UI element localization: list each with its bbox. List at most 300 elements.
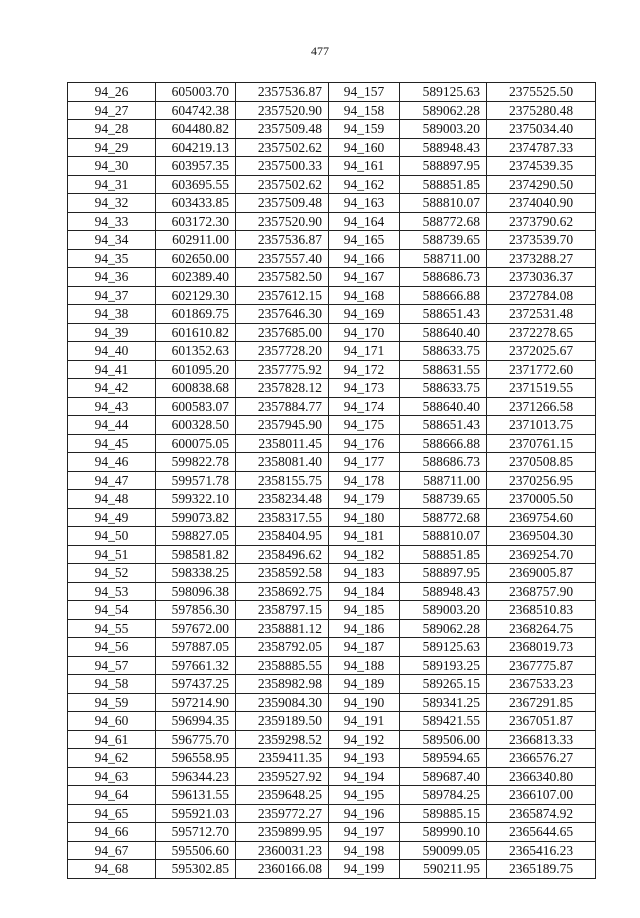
x-coord-left: 599822.78 — [156, 453, 236, 472]
point-id-right: 94_159 — [329, 120, 400, 139]
x-coord-left: 598581.82 — [156, 545, 236, 564]
y-coord-right: 2374539.35 — [487, 157, 596, 176]
point-id-right: 94_158 — [329, 101, 400, 120]
y-coord-left: 2357502.62 — [236, 138, 329, 157]
y-coord-left: 2357509.48 — [236, 120, 329, 139]
point-id-left: 94_61 — [68, 730, 156, 749]
y-coord-left: 2359084.30 — [236, 693, 329, 712]
y-coord-left: 2359899.95 — [236, 823, 329, 842]
point-id-left: 94_58 — [68, 675, 156, 694]
x-coord-left: 595506.60 — [156, 841, 236, 860]
x-coord-right: 589341.25 — [400, 693, 487, 712]
x-coord-left: 597672.00 — [156, 619, 236, 638]
table-row — [68, 434, 596, 453]
y-coord-left: 2360166.08 — [236, 860, 329, 879]
point-id-left: 94_60 — [68, 712, 156, 731]
point-id-left: 94_63 — [68, 767, 156, 786]
point-id-right: 94_177 — [329, 453, 400, 472]
y-coord-left: 2358885.55 — [236, 656, 329, 675]
y-coord-right: 2374787.33 — [487, 138, 596, 157]
table-row — [68, 268, 596, 287]
point-id-right: 94_193 — [329, 749, 400, 768]
x-coord-right: 588640.40 — [400, 323, 487, 342]
y-coord-right: 2371519.55 — [487, 379, 596, 398]
y-coord-left: 2357728.20 — [236, 342, 329, 361]
table-row — [68, 527, 596, 546]
x-coord-right: 589421.55 — [400, 712, 487, 731]
table-row — [68, 249, 596, 268]
x-coord-left: 596131.55 — [156, 786, 236, 805]
y-coord-left: 2357884.77 — [236, 397, 329, 416]
x-coord-left: 603172.30 — [156, 212, 236, 231]
y-coord-left: 2357500.33 — [236, 157, 329, 176]
x-coord-left: 603695.55 — [156, 175, 236, 194]
x-coord-left: 597214.90 — [156, 693, 236, 712]
point-id-right: 94_190 — [329, 693, 400, 712]
x-coord-right: 589062.28 — [400, 619, 487, 638]
point-id-right: 94_178 — [329, 471, 400, 490]
point-id-left: 94_34 — [68, 231, 156, 250]
x-coord-right: 589003.20 — [400, 601, 487, 620]
point-id-left: 94_44 — [68, 416, 156, 435]
y-coord-right: 2372278.65 — [487, 323, 596, 342]
table-row — [68, 786, 596, 805]
x-coord-right: 588810.07 — [400, 527, 487, 546]
x-coord-right: 588772.68 — [400, 212, 487, 231]
x-coord-right: 589506.00 — [400, 730, 487, 749]
point-id-left: 94_43 — [68, 397, 156, 416]
point-id-right: 94_170 — [329, 323, 400, 342]
table-row — [68, 545, 596, 564]
table-row — [68, 841, 596, 860]
x-coord-left: 599073.82 — [156, 508, 236, 527]
x-coord-right: 588711.00 — [400, 471, 487, 490]
y-coord-right: 2370761.15 — [487, 434, 596, 453]
x-coord-right: 588633.75 — [400, 342, 487, 361]
point-id-left: 94_38 — [68, 305, 156, 324]
y-coord-left: 2358881.12 — [236, 619, 329, 638]
x-coord-left: 599571.78 — [156, 471, 236, 490]
x-coord-right: 588686.73 — [400, 268, 487, 287]
point-id-left: 94_65 — [68, 804, 156, 823]
y-coord-left: 2357536.87 — [236, 83, 329, 102]
x-coord-right: 589784.25 — [400, 786, 487, 805]
x-coord-left: 601095.20 — [156, 360, 236, 379]
point-id-left: 94_42 — [68, 379, 156, 398]
x-coord-left: 598338.25 — [156, 564, 236, 583]
y-coord-right: 2371013.75 — [487, 416, 596, 435]
x-coord-left: 602650.00 — [156, 249, 236, 268]
point-id-right: 94_164 — [329, 212, 400, 231]
y-coord-right: 2370508.85 — [487, 453, 596, 472]
point-id-right: 94_157 — [329, 83, 400, 102]
x-coord-right: 588739.65 — [400, 490, 487, 509]
point-id-right: 94_182 — [329, 545, 400, 564]
x-coord-right: 588666.88 — [400, 434, 487, 453]
table-row — [68, 157, 596, 176]
x-coord-left: 597437.25 — [156, 675, 236, 694]
point-id-right: 94_161 — [329, 157, 400, 176]
point-id-right: 94_162 — [329, 175, 400, 194]
point-id-right: 94_176 — [329, 434, 400, 453]
y-coord-right: 2373539.70 — [487, 231, 596, 250]
x-coord-left: 602389.40 — [156, 268, 236, 287]
x-coord-right: 588631.55 — [400, 360, 487, 379]
point-id-right: 94_192 — [329, 730, 400, 749]
y-coord-left: 2357612.15 — [236, 286, 329, 305]
point-id-right: 94_180 — [329, 508, 400, 527]
x-coord-right: 588948.43 — [400, 582, 487, 601]
y-coord-right: 2369254.70 — [487, 545, 596, 564]
y-coord-left: 2359648.25 — [236, 786, 329, 805]
point-id-right: 94_168 — [329, 286, 400, 305]
x-coord-left: 595712.70 — [156, 823, 236, 842]
y-coord-left: 2359189.50 — [236, 712, 329, 731]
point-id-left: 94_67 — [68, 841, 156, 860]
y-coord-left: 2358982.98 — [236, 675, 329, 694]
point-id-left: 94_49 — [68, 508, 156, 527]
point-id-right: 94_165 — [329, 231, 400, 250]
point-id-left: 94_28 — [68, 120, 156, 139]
point-id-right: 94_187 — [329, 638, 400, 657]
y-coord-left: 2357520.90 — [236, 101, 329, 120]
x-coord-left: 595921.03 — [156, 804, 236, 823]
x-coord-right: 589265.15 — [400, 675, 487, 694]
table-row — [68, 638, 596, 657]
y-coord-right: 2365644.65 — [487, 823, 596, 842]
y-coord-right: 2371266.58 — [487, 397, 596, 416]
table-row — [68, 804, 596, 823]
y-coord-left: 2357945.90 — [236, 416, 329, 435]
y-coord-right: 2375280.48 — [487, 101, 596, 120]
point-id-left: 94_37 — [68, 286, 156, 305]
table-row — [68, 490, 596, 509]
table-row — [68, 323, 596, 342]
y-coord-right: 2375525.50 — [487, 83, 596, 102]
x-coord-left: 602911.00 — [156, 231, 236, 250]
point-id-right: 94_163 — [329, 194, 400, 213]
y-coord-right: 2370256.95 — [487, 471, 596, 490]
point-id-right: 94_188 — [329, 656, 400, 675]
table-row — [68, 582, 596, 601]
table-row — [68, 379, 596, 398]
y-coord-right: 2374290.50 — [487, 175, 596, 194]
y-coord-right: 2367533.23 — [487, 675, 596, 694]
point-id-left: 94_50 — [68, 527, 156, 546]
x-coord-left: 604480.82 — [156, 120, 236, 139]
table-row — [68, 619, 596, 638]
y-coord-left: 2358496.62 — [236, 545, 329, 564]
x-coord-right: 588851.85 — [400, 175, 487, 194]
point-id-left: 94_41 — [68, 360, 156, 379]
x-coord-right: 589125.63 — [400, 638, 487, 657]
y-coord-right: 2373036.37 — [487, 268, 596, 287]
y-coord-right: 2367051.87 — [487, 712, 596, 731]
y-coord-left: 2357502.62 — [236, 175, 329, 194]
table-row — [68, 730, 596, 749]
point-id-left: 94_26 — [68, 83, 156, 102]
point-id-left: 94_59 — [68, 693, 156, 712]
point-id-left: 94_51 — [68, 545, 156, 564]
x-coord-right: 588897.95 — [400, 564, 487, 583]
point-id-left: 94_29 — [68, 138, 156, 157]
table-row — [68, 693, 596, 712]
x-coord-left: 596775.70 — [156, 730, 236, 749]
point-id-right: 94_173 — [329, 379, 400, 398]
x-coord-left: 603433.85 — [156, 194, 236, 213]
x-coord-right: 588666.88 — [400, 286, 487, 305]
y-coord-left: 2357828.12 — [236, 379, 329, 398]
y-coord-right: 2369005.87 — [487, 564, 596, 583]
y-coord-left: 2359298.52 — [236, 730, 329, 749]
table-row — [68, 194, 596, 213]
table-row — [68, 564, 596, 583]
point-id-left: 94_66 — [68, 823, 156, 842]
x-coord-left: 601610.82 — [156, 323, 236, 342]
y-coord-left: 2358234.48 — [236, 490, 329, 509]
point-id-right: 94_195 — [329, 786, 400, 805]
y-coord-left: 2359772.27 — [236, 804, 329, 823]
y-coord-left: 2359411.35 — [236, 749, 329, 768]
y-coord-right: 2368510.83 — [487, 601, 596, 620]
x-coord-right: 588948.43 — [400, 138, 487, 157]
point-id-left: 94_45 — [68, 434, 156, 453]
x-coord-right: 588651.43 — [400, 305, 487, 324]
point-id-left: 94_62 — [68, 749, 156, 768]
y-coord-right: 2369504.30 — [487, 527, 596, 546]
x-coord-left: 605003.70 — [156, 83, 236, 102]
point-id-left: 94_64 — [68, 786, 156, 805]
point-id-left: 94_35 — [68, 249, 156, 268]
y-coord-left: 2357509.48 — [236, 194, 329, 213]
page-number: 477 — [311, 44, 329, 58]
point-id-right: 94_179 — [329, 490, 400, 509]
x-coord-left: 597661.32 — [156, 656, 236, 675]
point-id-left: 94_53 — [68, 582, 156, 601]
point-id-right: 94_185 — [329, 601, 400, 620]
point-id-left: 94_27 — [68, 101, 156, 120]
y-coord-right: 2366576.27 — [487, 749, 596, 768]
point-id-right: 94_167 — [329, 268, 400, 287]
x-coord-right: 588897.95 — [400, 157, 487, 176]
point-id-right: 94_174 — [329, 397, 400, 416]
y-coord-right: 2372784.08 — [487, 286, 596, 305]
x-coord-left: 597887.05 — [156, 638, 236, 657]
x-coord-right: 589062.28 — [400, 101, 487, 120]
x-coord-left: 602129.30 — [156, 286, 236, 305]
x-coord-right: 589003.20 — [400, 120, 487, 139]
point-id-right: 94_181 — [329, 527, 400, 546]
y-coord-left: 2358317.55 — [236, 508, 329, 527]
y-coord-right: 2368019.73 — [487, 638, 596, 657]
point-id-left: 94_31 — [68, 175, 156, 194]
y-coord-left: 2358797.15 — [236, 601, 329, 620]
y-coord-right: 2374040.90 — [487, 194, 596, 213]
y-coord-left: 2359527.92 — [236, 767, 329, 786]
point-id-left: 94_55 — [68, 619, 156, 638]
y-coord-right: 2369754.60 — [487, 508, 596, 527]
y-coord-left: 2360031.23 — [236, 841, 329, 860]
point-id-left: 94_33 — [68, 212, 156, 231]
x-coord-right: 588739.65 — [400, 231, 487, 250]
y-coord-left: 2358592.58 — [236, 564, 329, 583]
table-row — [68, 749, 596, 768]
point-id-right: 94_184 — [329, 582, 400, 601]
table-row — [68, 601, 596, 620]
x-coord-left: 596558.95 — [156, 749, 236, 768]
point-id-right: 94_172 — [329, 360, 400, 379]
y-coord-right: 2365416.23 — [487, 841, 596, 860]
table-row — [68, 83, 596, 102]
table-row — [68, 101, 596, 120]
y-coord-left: 2358081.40 — [236, 453, 329, 472]
coordinate-table — [67, 82, 596, 879]
point-id-right: 94_160 — [329, 138, 400, 157]
x-coord-right: 588633.75 — [400, 379, 487, 398]
y-coord-right: 2365874.92 — [487, 804, 596, 823]
point-id-left: 94_52 — [68, 564, 156, 583]
y-coord-right: 2368757.90 — [487, 582, 596, 601]
y-coord-right: 2368264.75 — [487, 619, 596, 638]
x-coord-left: 595302.85 — [156, 860, 236, 879]
point-id-right: 94_183 — [329, 564, 400, 583]
point-id-left: 94_39 — [68, 323, 156, 342]
y-coord-right: 2365189.75 — [487, 860, 596, 879]
x-coord-right: 589594.65 — [400, 749, 487, 768]
point-id-left: 94_47 — [68, 471, 156, 490]
x-coord-left: 597856.30 — [156, 601, 236, 620]
y-coord-left: 2357582.50 — [236, 268, 329, 287]
y-coord-left: 2357557.40 — [236, 249, 329, 268]
y-coord-right: 2372025.67 — [487, 342, 596, 361]
table-row — [68, 471, 596, 490]
x-coord-left: 599322.10 — [156, 490, 236, 509]
x-coord-left: 596994.35 — [156, 712, 236, 731]
x-coord-right: 589885.15 — [400, 804, 487, 823]
point-id-right: 94_191 — [329, 712, 400, 731]
point-id-right: 94_171 — [329, 342, 400, 361]
x-coord-right: 588640.40 — [400, 397, 487, 416]
y-coord-right: 2367775.87 — [487, 656, 596, 675]
y-coord-left: 2357536.87 — [236, 231, 329, 250]
table-row — [68, 416, 596, 435]
point-id-right: 94_196 — [329, 804, 400, 823]
y-coord-left: 2358404.95 — [236, 527, 329, 546]
y-coord-left: 2357520.90 — [236, 212, 329, 231]
x-coord-right: 588851.85 — [400, 545, 487, 564]
x-coord-right: 589687.40 — [400, 767, 487, 786]
x-coord-right: 588651.43 — [400, 416, 487, 435]
table-row — [68, 138, 596, 157]
table-row — [68, 175, 596, 194]
point-id-right: 94_194 — [329, 767, 400, 786]
point-id-right: 94_169 — [329, 305, 400, 324]
x-coord-left: 596344.23 — [156, 767, 236, 786]
point-id-left: 94_54 — [68, 601, 156, 620]
table-row — [68, 342, 596, 361]
point-id-right: 94_175 — [329, 416, 400, 435]
x-coord-right: 588686.73 — [400, 453, 487, 472]
table-row — [68, 120, 596, 139]
point-id-left: 94_57 — [68, 656, 156, 675]
point-id-right: 94_198 — [329, 841, 400, 860]
table-row — [68, 508, 596, 527]
y-coord-right: 2375034.40 — [487, 120, 596, 139]
x-coord-right: 590099.05 — [400, 841, 487, 860]
y-coord-left: 2358155.75 — [236, 471, 329, 490]
table-row — [68, 656, 596, 675]
table-row — [68, 286, 596, 305]
table-row — [68, 231, 596, 250]
table-row — [68, 767, 596, 786]
x-coord-left: 600075.05 — [156, 434, 236, 453]
x-coord-left: 601869.75 — [156, 305, 236, 324]
x-coord-left: 600328.50 — [156, 416, 236, 435]
point-id-left: 94_40 — [68, 342, 156, 361]
x-coord-right: 589990.10 — [400, 823, 487, 842]
point-id-right: 94_166 — [329, 249, 400, 268]
point-id-left: 94_32 — [68, 194, 156, 213]
x-coord-left: 600838.68 — [156, 379, 236, 398]
y-coord-left: 2358792.05 — [236, 638, 329, 657]
table-row — [68, 305, 596, 324]
y-coord-left: 2358692.75 — [236, 582, 329, 601]
y-coord-right: 2366340.80 — [487, 767, 596, 786]
point-id-left: 94_56 — [68, 638, 156, 657]
y-coord-left: 2357646.30 — [236, 305, 329, 324]
y-coord-left: 2358011.45 — [236, 434, 329, 453]
point-id-right: 94_197 — [329, 823, 400, 842]
x-coord-right: 588711.00 — [400, 249, 487, 268]
x-coord-right: 588772.68 — [400, 508, 487, 527]
x-coord-left: 604742.38 — [156, 101, 236, 120]
table-row — [68, 712, 596, 731]
point-id-right: 94_189 — [329, 675, 400, 694]
y-coord-right: 2372531.48 — [487, 305, 596, 324]
point-id-left: 94_48 — [68, 490, 156, 509]
point-id-left: 94_68 — [68, 860, 156, 879]
x-coord-right: 589125.63 — [400, 83, 487, 102]
y-coord-right: 2373288.27 — [487, 249, 596, 268]
table-row — [68, 823, 596, 842]
x-coord-right: 588810.07 — [400, 194, 487, 213]
x-coord-left: 598827.05 — [156, 527, 236, 546]
point-id-left: 94_30 — [68, 157, 156, 176]
y-coord-right: 2370005.50 — [487, 490, 596, 509]
y-coord-right: 2371772.60 — [487, 360, 596, 379]
x-coord-right: 589193.25 — [400, 656, 487, 675]
x-coord-right: 590211.95 — [400, 860, 487, 879]
point-id-left: 94_46 — [68, 453, 156, 472]
x-coord-left: 603957.35 — [156, 157, 236, 176]
y-coord-right: 2367291.85 — [487, 693, 596, 712]
y-coord-left: 2357685.00 — [236, 323, 329, 342]
point-id-right: 94_186 — [329, 619, 400, 638]
x-coord-left: 600583.07 — [156, 397, 236, 416]
table-row — [68, 453, 596, 472]
point-id-left: 94_36 — [68, 268, 156, 287]
table-row — [68, 360, 596, 379]
point-id-right: 94_199 — [329, 860, 400, 879]
y-coord-right: 2366813.33 — [487, 730, 596, 749]
x-coord-left: 598096.38 — [156, 582, 236, 601]
y-coord-right: 2366107.00 — [487, 786, 596, 805]
y-coord-left: 2357775.92 — [236, 360, 329, 379]
y-coord-right: 2373790.62 — [487, 212, 596, 231]
x-coord-left: 601352.63 — [156, 342, 236, 361]
table-row — [68, 675, 596, 694]
x-coord-left: 604219.13 — [156, 138, 236, 157]
